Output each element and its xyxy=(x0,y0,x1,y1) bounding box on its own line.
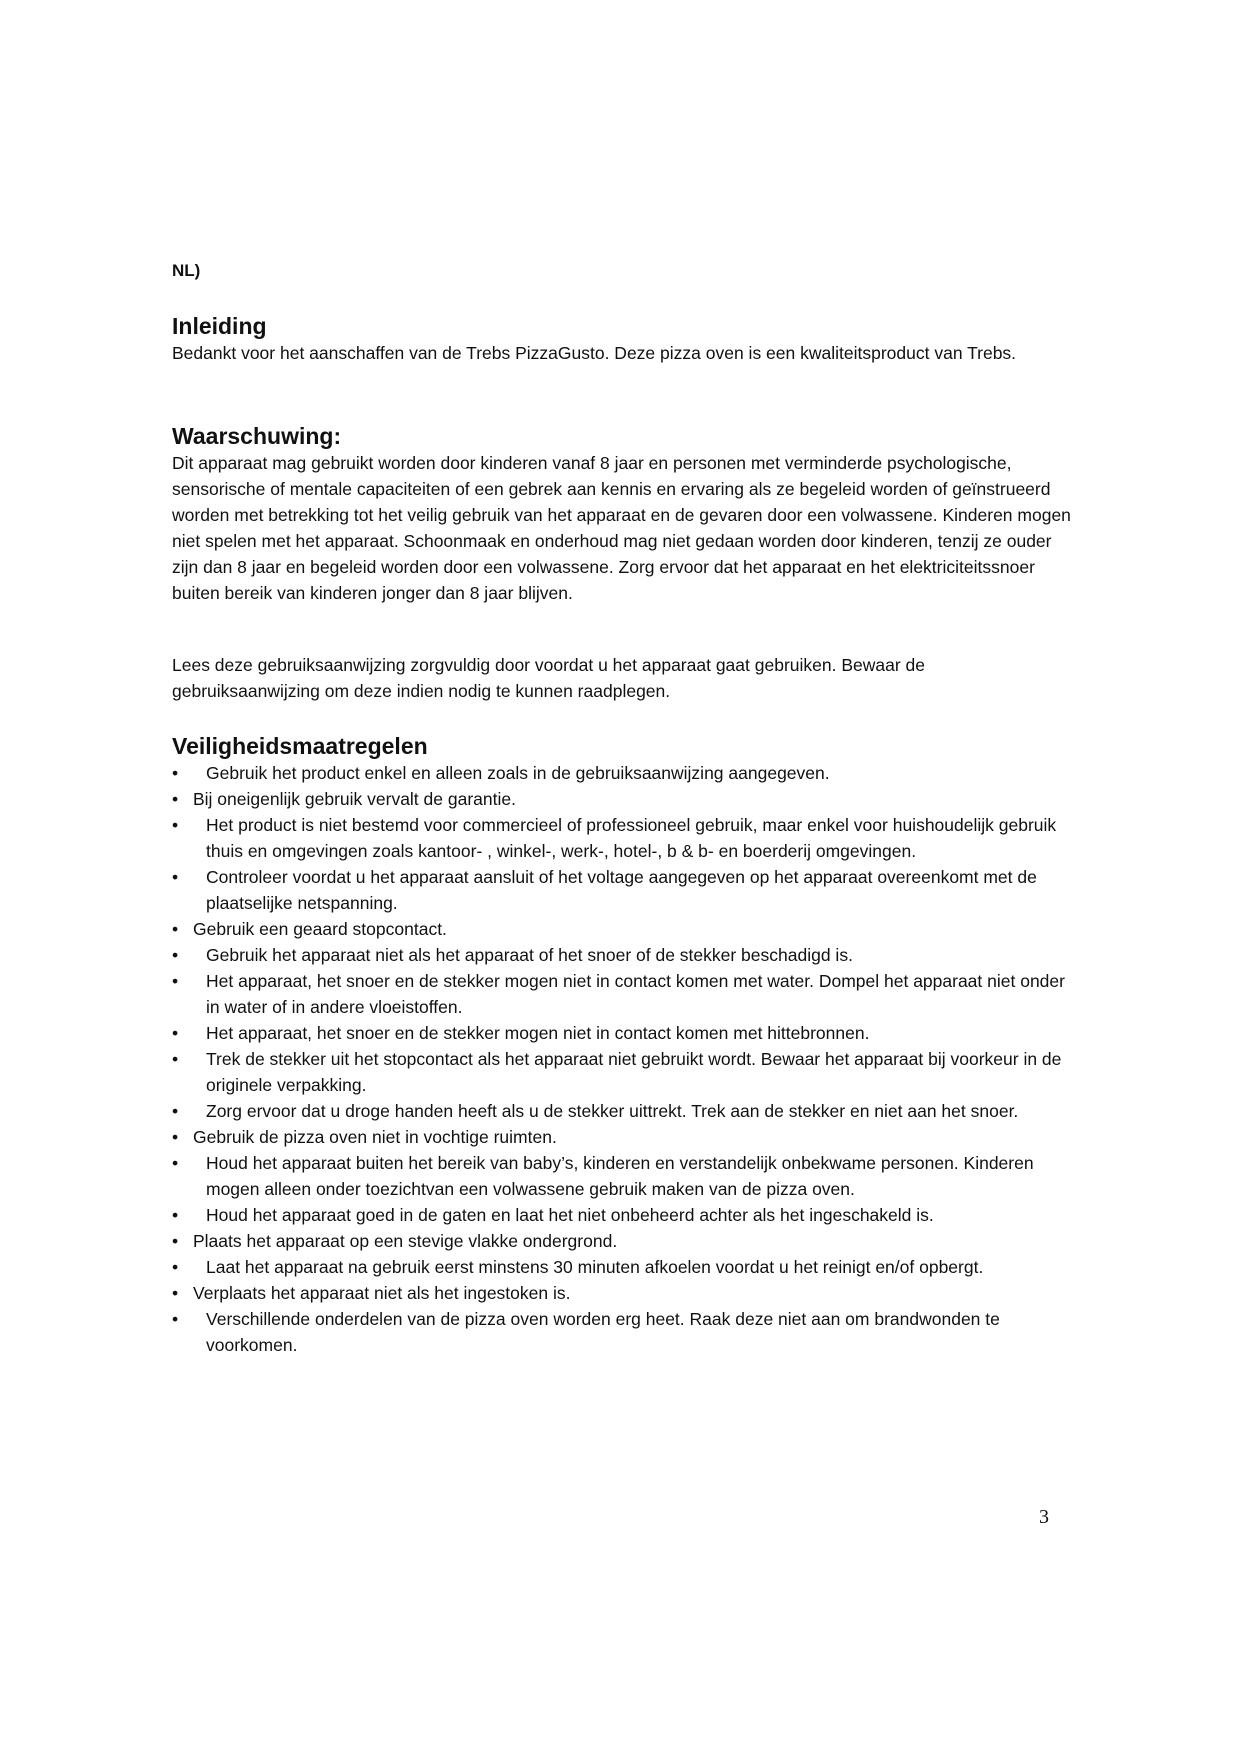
list-item xyxy=(172,1046,1072,1098)
list-item xyxy=(172,786,1072,812)
intro-heading: Inleiding xyxy=(172,313,267,339)
list-item-text: Controleer voordat u het apparaat aansluit of het voltage aangegeven op het apparaat overeenkomt met de plaatselijke netspanning. xyxy=(206,867,1037,913)
list-item xyxy=(172,864,1072,916)
list-item-text: Gebruik het product enkel en alleen zoals in de gebruiksaanwijzing aangegeven. xyxy=(206,763,830,783)
read-notice-section xyxy=(172,652,1072,704)
bullet-icon: • xyxy=(172,919,179,939)
bullet-icon: • xyxy=(172,815,179,835)
list-item xyxy=(172,760,1072,786)
bullet-icon: • xyxy=(172,1283,179,1303)
list-item xyxy=(172,942,1072,968)
safety-heading: Veiligheidsmaatregelen xyxy=(172,733,428,759)
bullet-icon: • xyxy=(172,1127,179,1147)
bullet-icon: • xyxy=(172,971,179,991)
bullet-icon: • xyxy=(172,1153,179,1173)
safety-section xyxy=(172,732,1072,1358)
bullet-icon: • xyxy=(172,1049,179,1069)
list-item xyxy=(172,968,1072,1020)
list-item xyxy=(172,916,1072,942)
list-item-text: Houd het apparaat goed in de gaten en laat het niet onbeheerd achter als het ingeschakeld is. xyxy=(206,1205,934,1225)
list-item xyxy=(172,812,1072,864)
list-item-text: Gebruik het apparaat niet als het apparaat of het snoer of de stekker beschadigd is. xyxy=(206,945,853,965)
safety-list xyxy=(172,760,1072,1358)
list-item-text: Gebruik een geaard stopcontact. xyxy=(193,919,447,939)
list-item xyxy=(172,1228,1072,1254)
bullet-icon: • xyxy=(172,789,179,809)
bullet-icon: • xyxy=(172,1257,179,1277)
warning-text: Dit apparaat mag gebruikt worden door kinderen vanaf 8 jaar en personen met verminderde psychologische, sensorische of mentale capaciteiten of een gebrek aan kennis en ervaring als ze begeleid worden of geïnstrueerd worden met betrekking tot het veilig gebruik van het apparaat en de gevaren door een volwassene. Kinderen mogen niet spelen met het apparaat. Schoonmaak en onderhoud mag niet gedaan worden door kinderen, tenzij ze ouder zijn dan 8 jaar en begeleid worden door een volwassene. Zorg ervoor dat het apparaat en het elektriciteitssnoer buiten bereik van kinderen jonger dan 8 jaar blijven. xyxy=(172,453,1071,603)
list-item-text: Houd het apparaat buiten het bereik van baby’s, kinderen en verstandelijk onbekwame personen. Kinderen mogen alleen onder toezichtvan een volwassene gebruik maken van de pizza oven. xyxy=(206,1153,1034,1199)
list-item-text: Bij oneigenlijk gebruik vervalt de garantie. xyxy=(193,789,516,809)
list-item-text: Het apparaat, het snoer en de stekker mogen niet in contact komen met water. Dompel het apparaat niet onder in water of in andere vloeistoffen. xyxy=(206,971,1065,1017)
list-item-text: Verplaats het apparaat niet als het ingestoken is. xyxy=(193,1283,571,1303)
warning-section xyxy=(172,422,1072,606)
bullet-icon: • xyxy=(172,1101,179,1121)
list-item xyxy=(172,1150,1072,1202)
list-item xyxy=(172,1280,1072,1306)
list-item-text: Gebruik de pizza oven niet in vochtige ruimten. xyxy=(193,1127,557,1147)
bullet-icon: • xyxy=(172,763,179,783)
bullet-icon: • xyxy=(172,945,179,965)
list-item xyxy=(172,1020,1072,1046)
bullet-icon: • xyxy=(172,1231,179,1251)
intro-text: Bedankt voor het aanschaffen van de Trebs PizzaGusto. Deze pizza oven is een kwaliteitsproduct van Trebs. xyxy=(172,343,1017,363)
warning-heading: Waarschuwing: xyxy=(172,423,342,449)
list-item xyxy=(172,1098,1072,1124)
list-item xyxy=(172,1124,1072,1150)
list-item-text: Het product is niet bestemd voor commercieel of professioneel gebruik, maar enkel voor huishoudelijk gebruik thuis en omgevingen zoals kantoor- , winkel-, werk-, hotel-, b & b- en boerderij omgevingen. xyxy=(206,815,1057,861)
list-item-text: Het apparaat, het snoer en de stekker mogen niet in contact komen met hittebronnen. xyxy=(206,1023,870,1043)
intro-section xyxy=(172,312,1072,366)
read-notice-text: Lees deze gebruiksaanwijzing zorgvuldig door voordat u het apparaat gaat gebruiken. Bewaar de gebruiksaanwijzing om deze indien nodig te kunnen raadplegen. xyxy=(172,655,925,701)
list-item-text: Plaats het apparaat op een stevige vlakke ondergrond. xyxy=(193,1231,618,1251)
bullet-icon: • xyxy=(172,867,179,887)
page-number: 3 xyxy=(1039,1506,1049,1528)
bullet-icon: • xyxy=(172,1023,179,1043)
list-item xyxy=(172,1254,1072,1280)
list-item-text: Verschillende onderdelen van de pizza oven worden erg heet. Raak deze niet aan om brandwonden te voorkomen. xyxy=(206,1309,1000,1355)
bullet-icon: • xyxy=(172,1309,179,1329)
list-item-text: Trek de stekker uit het stopcontact als het apparaat niet gebruikt wordt. Bewaar het apparaat bij voorkeur in de originele verpakking. xyxy=(206,1049,1062,1095)
list-item-text: Laat het apparaat na gebruik eerst minstens 30 minuten afkoelen voordat u het reinigt en/of opbergt. xyxy=(206,1257,984,1277)
bullet-icon: • xyxy=(172,1205,179,1225)
language-label: NL) xyxy=(172,261,201,280)
list-item xyxy=(172,1306,1072,1358)
list-item-text: Zorg ervoor dat u droge handen heeft als u de stekker uittrekt. Trek aan de stekker en niet aan het snoer. xyxy=(206,1101,1019,1121)
list-item xyxy=(172,1202,1072,1228)
